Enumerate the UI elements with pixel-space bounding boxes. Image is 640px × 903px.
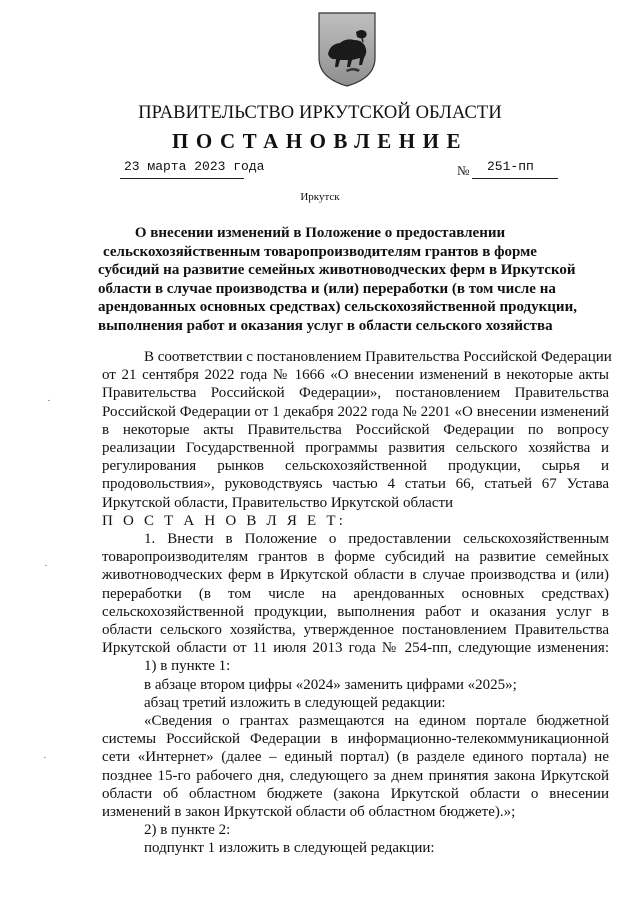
scan-mark: · bbox=[43, 752, 47, 764]
quote-line: системы Российской Федерации в информационно-телекоммуникационной bbox=[102, 731, 609, 748]
resolves-heading: П О С Т А Н О В Л Я Е Т: bbox=[102, 512, 347, 529]
quote-line: позднее 15-го рабочего дня, следующего за днем принятия закона Иркутской bbox=[102, 767, 609, 784]
coat-of-arms-emblem bbox=[316, 10, 378, 88]
title-line: О внесении изменений в Положение о предоставлении bbox=[134, 225, 506, 241]
subitem-1: 1) в пункте 1: bbox=[144, 658, 231, 675]
document-body bbox=[102, 348, 612, 858]
subitem-1-a: в абзаце втором цифры «2024» заменить цифрами «2025»; bbox=[144, 676, 517, 693]
quote-line: области об областном бюджете (закона Иркутской области о внесении bbox=[102, 785, 609, 802]
document-date: 23 марта 2023 года bbox=[124, 159, 265, 174]
title-line: субсидий на развитие семейных животноводческих ферм в Иркутской bbox=[98, 262, 576, 279]
title-line: сельскохозяйственным товаропроизводителям грантов в форме bbox=[103, 243, 537, 260]
item1-line: сельскохозяйственной продукции, выполнения работ и оказания услуг в bbox=[102, 603, 609, 620]
preamble-line: реализации Государственной программы развития сельского хозяйства и bbox=[102, 440, 609, 457]
document-type: ПОСТАНОВЛЕНИЕ bbox=[172, 129, 468, 153]
quote-line: сети «Интернет» (далее – единый портал) (в разделе единого портала) не bbox=[102, 749, 609, 766]
item1-line: области сельского хозяйства, утвержденное постановлением Правительства bbox=[102, 622, 609, 639]
item1-line: товаропроизводителям грантов в форме субсидий на развитие семейных bbox=[102, 549, 609, 566]
item1-line: переработки (в том числе на арендованных основных средствах) bbox=[102, 585, 609, 602]
document-title bbox=[98, 224, 577, 336]
subitem-2: 2) в пункте 2: bbox=[144, 822, 231, 839]
preamble-line: в некоторые акты Правительства Российской Федерации по вопросу bbox=[102, 421, 609, 438]
subitem-2-a: подпункт 1 изложить в следующей редакции: bbox=[144, 840, 435, 857]
preamble-line: регулирования рынков сельскохозяйственной продукции, сырья и bbox=[102, 458, 609, 475]
quote-line: «Сведения о грантах размещаются на едином портале бюджетной bbox=[144, 713, 609, 730]
document-number: 251-пп bbox=[487, 159, 534, 174]
subitem-1-b: абзац третий изложить в следующей редакции: bbox=[144, 694, 446, 711]
preamble-line: Российской Федерации от 1 декабря 2022 года № 2201 «О внесении изменений bbox=[102, 403, 609, 420]
title-line: арендованных основных средствах) сельскохозяйственной продукции, bbox=[98, 299, 577, 316]
title-line: области в случае производства и (или) переработки (в том числе на bbox=[98, 280, 556, 297]
title-line: выполнения работ и оказания услуг в области сельского хозяйства bbox=[98, 317, 553, 334]
item1-line: животноводческих ферм в Иркутской области в случае производства и (или) bbox=[102, 567, 609, 584]
preamble-line: В соответствии с постановлением Правительства Российской Федерации bbox=[144, 349, 612, 365]
number-sign: № bbox=[457, 163, 470, 178]
government-name: ПРАВИТЕЛЬСТВО ИРКУТСКОЙ ОБЛАСТИ bbox=[138, 103, 502, 123]
scan-mark: · bbox=[47, 395, 51, 407]
item1-line: Иркутской области от 11 июля 2013 года № 254-пп, следующие изменения: bbox=[102, 640, 609, 657]
item1-line: 1. Внести в Положение о предоставлении сельскохозяйственным bbox=[144, 531, 609, 548]
quote-line: изменений в закон Иркутской области об областном бюджете).»; bbox=[102, 804, 516, 821]
preamble-line: Правительства Российской Федерации», постановлением Правительства bbox=[102, 385, 609, 402]
number-underline bbox=[472, 178, 558, 179]
scan-mark: · bbox=[44, 560, 48, 572]
date-underline bbox=[120, 178, 244, 179]
preamble-line: продовольствия», руководствуясь частью 4 статьи 66, статьей 67 Устава bbox=[102, 476, 609, 493]
preamble-line: от 21 сентября 2022 года № 1666 «О внесении изменений в некоторые акты bbox=[102, 367, 609, 384]
city: Иркутск bbox=[300, 191, 340, 203]
preamble-line: Иркутской области, Правительство Иркутской области bbox=[102, 494, 454, 511]
